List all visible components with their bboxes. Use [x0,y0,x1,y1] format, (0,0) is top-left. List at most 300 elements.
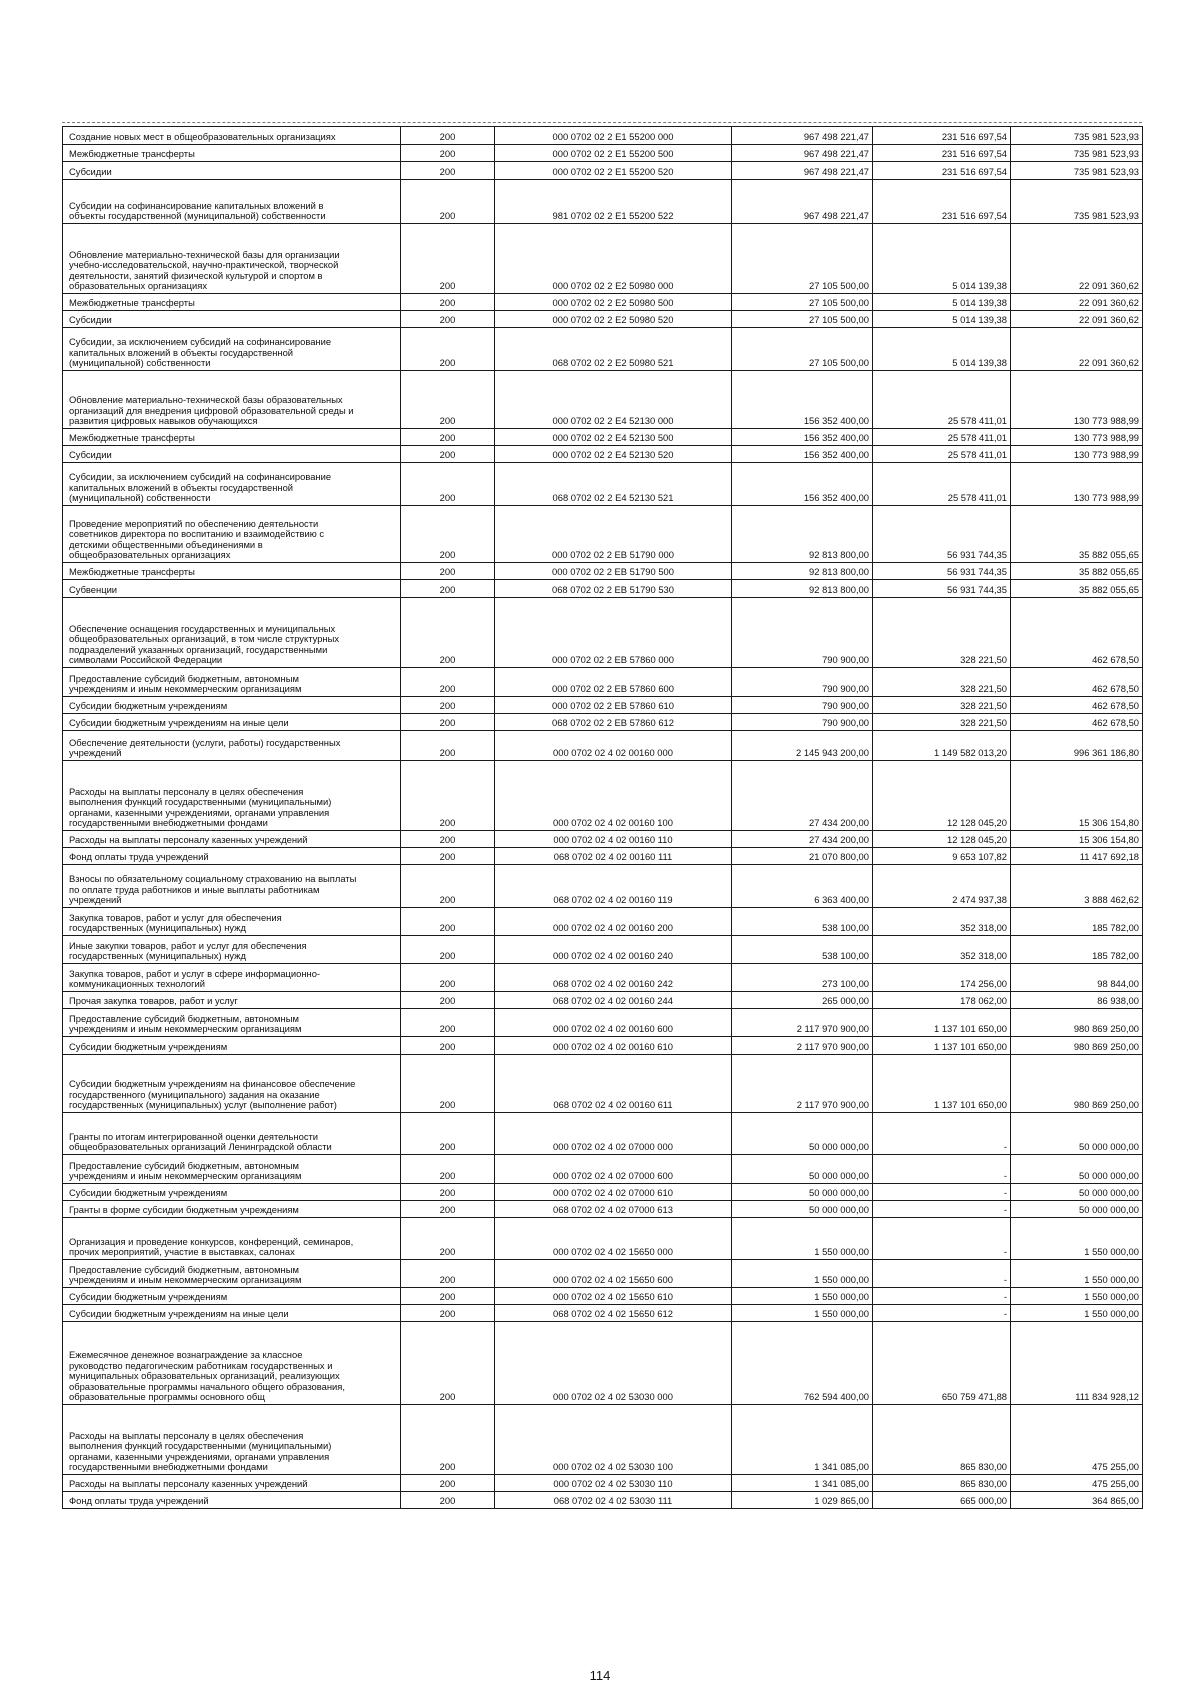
row-kbk-cell: 000 0702 02 2 E2 50980 520 [495,311,732,328]
row-name-cell: Межбюджетные трансферты [63,294,401,311]
row-kbk-cell: 000 0702 02 4 02 00160 610 [495,1037,732,1055]
table-row [63,1305,1143,1322]
table-row [63,1113,1143,1155]
table-row [63,371,1143,429]
row-code-cell: 200 [401,1475,495,1492]
row-approved-cell: 1 341 085,00 [732,1405,873,1475]
row-name-cell: Закупка товаров, работ и услуг для обеспечения государственных (муниципальных) нужд [63,908,401,936]
row-code-cell: 200 [401,964,495,992]
row-executed-cell: 5 014 139,38 [873,224,1011,294]
row-name-cell: Субсидии бюджетным учреждениям на финансовое обеспечение государственного (муниципального) задания на оказание государственных (муниципальных) услуг (выполнение работ) [63,1055,401,1113]
row-executed-cell: - [873,1218,1011,1260]
top-rule [62,122,1142,123]
row-name-cell: Ежемесячное денежное вознаграждение за классное руководство педагогическим работникам государственных и муниципальных образовательных организаций, реализующих образовательные программы начального общего образования, образовательные программы основного общ [63,1322,401,1405]
row-executed-cell: 352 318,00 [873,936,1011,964]
row-executed-cell: 231 516 697,54 [873,127,1011,145]
row-executed-cell: 5 014 139,38 [873,294,1011,311]
table-row [63,936,1143,964]
table-row [63,506,1143,563]
row-code-cell: 200 [401,714,495,731]
row-executed-cell: 25 578 411,01 [873,371,1011,429]
row-unexecuted-cell: 735 981 523,93 [1011,127,1143,145]
row-executed-cell: 56 931 744,35 [873,580,1011,598]
row-kbk-cell: 000 0702 02 2 EB 57860 610 [495,697,732,714]
row-unexecuted-cell: 15 306 154,80 [1011,761,1143,831]
row-code-cell: 200 [401,731,495,761]
row-name-cell: Гранты в форме субсидии бюджетным учреждениям [63,1201,401,1218]
row-kbk-cell: 000 0702 02 4 02 15650 000 [495,1218,732,1260]
row-approved-cell: 762 594 400,00 [732,1322,873,1405]
row-unexecuted-cell: 462 678,50 [1011,714,1143,731]
table-row [63,731,1143,761]
row-kbk-cell: 000 0702 02 4 02 15650 600 [495,1260,732,1288]
row-code-cell: 200 [401,1184,495,1201]
row-unexecuted-cell: 980 869 250,00 [1011,1037,1143,1055]
row-approved-cell: 967 498 221,47 [732,162,873,180]
row-kbk-cell: 000 0702 02 4 02 00160 240 [495,936,732,964]
row-kbk-cell: 000 0702 02 4 02 07000 600 [495,1155,732,1184]
row-name-cell: Субсидии бюджетным учреждениям на иные цели [63,714,401,731]
row-approved-cell: 27 105 500,00 [732,294,873,311]
row-approved-cell: 265 000,00 [732,992,873,1009]
row-code-cell: 200 [401,162,495,180]
row-name-cell: Гранты по итогам интегрированной оценки деятельности общеобразовательных организаций Ленинградской области [63,1113,401,1155]
row-unexecuted-cell: 996 361 186,80 [1011,731,1143,761]
table-row [63,580,1143,598]
row-executed-cell: 865 830,00 [873,1475,1011,1492]
row-code-cell: 200 [401,668,495,697]
row-unexecuted-cell: 35 882 055,65 [1011,563,1143,580]
row-name-cell: Обеспечение деятельности (услуги, работы) государственных учреждений [63,731,401,761]
row-name-cell: Субсидии бюджетным учреждениям [63,1037,401,1055]
row-code-cell: 200 [401,224,495,294]
row-name-cell: Фонд оплаты труда учреждений [63,848,401,865]
row-executed-cell: 56 931 744,35 [873,506,1011,563]
row-executed-cell: 5 014 139,38 [873,311,1011,328]
row-unexecuted-cell: 475 255,00 [1011,1475,1143,1492]
row-approved-cell: 1 550 000,00 [732,1288,873,1305]
row-name-cell: Предоставление субсидий бюджетным, автономным учреждениям и иным некоммерческим организациям [63,1260,401,1288]
row-name-cell: Проведение мероприятий по обеспечению деятельности советников директора по воспитанию и взаимодействию с детскими общественными объединениями в общеобразовательных организациях [63,506,401,563]
row-code-cell: 200 [401,1260,495,1288]
row-name-cell: Субсидии [63,311,401,328]
row-kbk-cell: 000 0702 02 2 EB 57860 000 [495,598,732,668]
row-kbk-cell: 000 0702 02 2 E1 55200 000 [495,127,732,145]
table-row [63,162,1143,180]
table-row [63,964,1143,992]
row-name-cell: Фонд оплаты труда учреждений [63,1492,401,1509]
row-kbk-cell: 000 0702 02 2 E4 52130 000 [495,371,732,429]
table-row [63,328,1143,371]
row-name-cell: Субсидии бюджетным учреждениям [63,1288,401,1305]
row-name-cell: Субсидии [63,446,401,463]
row-kbk-cell: 000 0702 02 2 E2 50980 000 [495,224,732,294]
row-code-cell: 200 [401,1009,495,1037]
row-executed-cell: 25 578 411,01 [873,463,1011,506]
table-row [63,1155,1143,1184]
row-code-cell: 200 [401,294,495,311]
row-code-cell: 200 [401,429,495,446]
table-row [63,1322,1143,1405]
row-kbk-cell: 000 0702 02 2 E2 50980 500 [495,294,732,311]
row-unexecuted-cell: 1 550 000,00 [1011,1218,1143,1260]
row-approved-cell: 273 100,00 [732,964,873,992]
row-kbk-cell: 000 0702 02 4 02 00160 200 [495,908,732,936]
row-unexecuted-cell: 185 782,00 [1011,936,1143,964]
row-approved-cell: 156 352 400,00 [732,463,873,506]
row-name-cell: Субсидии бюджетным учреждениям [63,697,401,714]
row-name-cell: Субсидии на софинансирование капитальных вложений в объекты государственной (муниципальной) собственности [63,180,401,224]
table-row [63,1218,1143,1260]
row-name-cell: Расходы на выплаты персоналу в целях обеспечения выполнения функций государственными (муниципальными) органами, казенными учреждениями, органами управления государственными внебюджетными фондами [63,1405,401,1475]
row-code-cell: 200 [401,180,495,224]
row-name-cell: Предоставление субсидий бюджетным, автономным учреждениям и иным некоммерческим организациям [63,668,401,697]
table-row [63,697,1143,714]
table-row [63,598,1143,668]
row-code-cell: 200 [401,1055,495,1113]
row-approved-cell: 92 813 800,00 [732,580,873,598]
row-executed-cell: - [873,1305,1011,1322]
row-name-cell: Организация и проведение конкурсов, конференций, семинаров, прочих мероприятий, участие в выставках, салонах [63,1218,401,1260]
table-row [63,294,1143,311]
row-unexecuted-cell: 50 000 000,00 [1011,1155,1143,1184]
row-code-cell: 200 [401,936,495,964]
row-kbk-cell: 000 0702 02 2 E4 52130 500 [495,429,732,446]
row-approved-cell: 156 352 400,00 [732,429,873,446]
row-unexecuted-cell: 50 000 000,00 [1011,1184,1143,1201]
row-unexecuted-cell: 185 782,00 [1011,908,1143,936]
row-executed-cell: 2 474 937,38 [873,865,1011,908]
row-kbk-cell: 981 0702 02 2 E1 55200 522 [495,180,732,224]
row-code-cell: 200 [401,328,495,371]
row-executed-cell: - [873,1184,1011,1201]
row-approved-cell: 27 434 200,00 [732,761,873,831]
row-code-cell: 200 [401,1113,495,1155]
table-row [63,224,1143,294]
row-executed-cell: - [873,1201,1011,1218]
row-name-cell: Создание новых мест в общеобразовательных организациях [63,127,401,145]
row-approved-cell: 790 900,00 [732,697,873,714]
row-approved-cell: 2 117 970 900,00 [732,1055,873,1113]
row-executed-cell: 328 221,50 [873,714,1011,731]
row-kbk-cell: 000 0702 02 4 02 00160 100 [495,761,732,831]
row-approved-cell: 92 813 800,00 [732,506,873,563]
row-code-cell: 200 [401,127,495,145]
row-executed-cell: 1 137 101 650,00 [873,1055,1011,1113]
table-row [63,1260,1143,1288]
row-approved-cell: 1 341 085,00 [732,1475,873,1492]
row-approved-cell: 2 117 970 900,00 [732,1009,873,1037]
row-executed-cell: 25 578 411,01 [873,429,1011,446]
row-code-cell: 200 [401,563,495,580]
row-unexecuted-cell: 475 255,00 [1011,1405,1143,1475]
row-approved-cell: 50 000 000,00 [732,1201,873,1218]
row-kbk-cell: 068 0702 02 4 02 53030 111 [495,1492,732,1509]
row-executed-cell: 665 000,00 [873,1492,1011,1509]
row-kbk-cell: 000 0702 02 4 02 07000 000 [495,1113,732,1155]
row-unexecuted-cell: 22 091 360,62 [1011,224,1143,294]
row-unexecuted-cell: 35 882 055,65 [1011,506,1143,563]
row-code-cell: 200 [401,1218,495,1260]
row-kbk-cell: 068 0702 02 4 02 00160 242 [495,964,732,992]
table-row [63,1288,1143,1305]
row-kbk-cell: 000 0702 02 2 E4 52130 520 [495,446,732,463]
row-unexecuted-cell: 130 773 988,99 [1011,429,1143,446]
row-unexecuted-cell: 98 844,00 [1011,964,1143,992]
row-executed-cell: 9 653 107,82 [873,848,1011,865]
row-code-cell: 200 [401,848,495,865]
table-row [63,446,1143,463]
row-code-cell: 200 [401,697,495,714]
row-code-cell: 200 [401,598,495,668]
row-code-cell: 200 [401,145,495,162]
row-name-cell: Обновление материально-технической базы для организации учебно-исследовательской, научно-практической, творческой деятельности, занятий физической культурой и спортом в образовательных организациях [63,224,401,294]
row-unexecuted-cell: 50 000 000,00 [1011,1201,1143,1218]
row-name-cell: Субсидии [63,162,401,180]
row-unexecuted-cell: 11 417 692,18 [1011,848,1143,865]
row-executed-cell: - [873,1155,1011,1184]
row-approved-cell: 967 498 221,47 [732,180,873,224]
row-unexecuted-cell: 111 834 928,12 [1011,1322,1143,1405]
row-kbk-cell: 000 0702 02 4 02 53030 110 [495,1475,732,1492]
row-approved-cell: 1 550 000,00 [732,1218,873,1260]
row-unexecuted-cell: 1 550 000,00 [1011,1305,1143,1322]
row-code-cell: 200 [401,1322,495,1405]
row-executed-cell: 328 221,50 [873,598,1011,668]
table-row [63,145,1143,162]
row-executed-cell: - [873,1260,1011,1288]
table-row [63,831,1143,848]
row-code-cell: 200 [401,506,495,563]
row-kbk-cell: 000 0702 02 4 02 00160 110 [495,831,732,848]
row-kbk-cell: 068 0702 02 2 EB 57860 612 [495,714,732,731]
row-code-cell: 200 [401,580,495,598]
row-kbk-cell: 068 0702 02 2 EB 51790 530 [495,580,732,598]
row-code-cell: 200 [401,1201,495,1218]
row-kbk-cell: 068 0702 02 4 02 00160 119 [495,865,732,908]
row-name-cell: Иные закупки товаров, работ и услуг для обеспечения государственных (муниципальных) нужд [63,936,401,964]
row-executed-cell: 5 014 139,38 [873,328,1011,371]
row-name-cell: Межбюджетные трансферты [63,429,401,446]
row-executed-cell: 865 830,00 [873,1405,1011,1475]
row-kbk-cell: 000 0702 02 2 E1 55200 500 [495,145,732,162]
row-executed-cell: 174 256,00 [873,964,1011,992]
row-kbk-cell: 068 0702 02 4 02 00160 244 [495,992,732,1009]
row-name-cell: Предоставление субсидий бюджетным, автономным учреждениям и иным некоммерческим организациям [63,1155,401,1184]
row-code-cell: 200 [401,761,495,831]
budget-execution-table [62,126,1143,1509]
row-approved-cell: 1 550 000,00 [732,1260,873,1288]
row-unexecuted-cell: 462 678,50 [1011,697,1143,714]
row-unexecuted-cell: 735 981 523,93 [1011,145,1143,162]
row-approved-cell: 50 000 000,00 [732,1184,873,1201]
row-approved-cell: 967 498 221,47 [732,127,873,145]
row-name-cell: Субсидии бюджетным учреждениям [63,1184,401,1201]
row-executed-cell: 231 516 697,54 [873,162,1011,180]
table-row [63,1184,1143,1201]
row-approved-cell: 27 105 500,00 [732,224,873,294]
row-executed-cell: 231 516 697,54 [873,145,1011,162]
row-executed-cell: 1 149 582 013,20 [873,731,1011,761]
row-kbk-cell: 000 0702 02 2 EB 51790 000 [495,506,732,563]
row-code-cell: 200 [401,908,495,936]
row-unexecuted-cell: 130 773 988,99 [1011,446,1143,463]
row-code-cell: 200 [401,371,495,429]
row-executed-cell: 352 318,00 [873,908,1011,936]
row-unexecuted-cell: 22 091 360,62 [1011,328,1143,371]
row-unexecuted-cell: 735 981 523,93 [1011,180,1143,224]
row-executed-cell: - [873,1113,1011,1155]
row-name-cell: Субсидии, за исключением субсидий на софинансирование капитальных вложений в объекты государственной (муниципальной) собственности [63,328,401,371]
row-unexecuted-cell: 980 869 250,00 [1011,1009,1143,1037]
row-unexecuted-cell: 735 981 523,93 [1011,162,1143,180]
table-row [63,463,1143,506]
table-row [63,180,1143,224]
row-approved-cell: 21 070 800,00 [732,848,873,865]
row-kbk-cell: 068 0702 02 2 E4 52130 521 [495,463,732,506]
row-kbk-cell: 068 0702 02 2 E2 50980 521 [495,328,732,371]
row-approved-cell: 790 900,00 [732,598,873,668]
row-unexecuted-cell: 1 550 000,00 [1011,1260,1143,1288]
row-executed-cell: 1 137 101 650,00 [873,1037,1011,1055]
row-kbk-cell: 000 0702 02 4 02 53030 000 [495,1322,732,1405]
row-unexecuted-cell: 86 938,00 [1011,992,1143,1009]
row-code-cell: 200 [401,1492,495,1509]
row-unexecuted-cell: 22 091 360,62 [1011,311,1143,328]
row-executed-cell: - [873,1288,1011,1305]
row-executed-cell: 328 221,50 [873,697,1011,714]
table-row [63,668,1143,697]
table-row [63,1037,1143,1055]
row-approved-cell: 50 000 000,00 [732,1155,873,1184]
table-row [63,311,1143,328]
row-executed-cell: 231 516 697,54 [873,180,1011,224]
row-name-cell: Субсидии бюджетным учреждениям на иные цели [63,1305,401,1322]
row-code-cell: 200 [401,865,495,908]
row-unexecuted-cell: 462 678,50 [1011,598,1143,668]
row-code-cell: 200 [401,1305,495,1322]
row-approved-cell: 27 105 500,00 [732,311,873,328]
row-executed-cell: 12 128 045,20 [873,761,1011,831]
row-executed-cell: 328 221,50 [873,668,1011,697]
row-unexecuted-cell: 130 773 988,99 [1011,371,1143,429]
row-kbk-cell: 068 0702 02 4 02 15650 612 [495,1305,732,1322]
table-row [63,1009,1143,1037]
table-row [63,1492,1143,1509]
row-approved-cell: 538 100,00 [732,936,873,964]
row-executed-cell: 25 578 411,01 [873,446,1011,463]
row-unexecuted-cell: 3 888 462,62 [1011,865,1143,908]
row-kbk-cell: 068 0702 02 4 02 07000 613 [495,1201,732,1218]
row-approved-cell: 2 117 970 900,00 [732,1037,873,1055]
row-unexecuted-cell: 22 091 360,62 [1011,294,1143,311]
row-approved-cell: 27 434 200,00 [732,831,873,848]
row-approved-cell: 27 105 500,00 [732,328,873,371]
row-approved-cell: 538 100,00 [732,908,873,936]
row-kbk-cell: 068 0702 02 4 02 00160 611 [495,1055,732,1113]
row-approved-cell: 1 550 000,00 [732,1305,873,1322]
row-unexecuted-cell: 50 000 000,00 [1011,1113,1143,1155]
row-code-cell: 200 [401,992,495,1009]
row-unexecuted-cell: 1 550 000,00 [1011,1288,1143,1305]
table-row [63,127,1143,145]
row-unexecuted-cell: 130 773 988,99 [1011,463,1143,506]
row-unexecuted-cell: 462 678,50 [1011,668,1143,697]
row-name-cell: Субвенции [63,580,401,598]
page-number: 114 [589,1668,611,1683]
row-approved-cell: 790 900,00 [732,668,873,697]
row-approved-cell: 967 498 221,47 [732,145,873,162]
row-unexecuted-cell: 364 865,00 [1011,1492,1143,1509]
row-name-cell: Межбюджетные трансферты [63,145,401,162]
row-kbk-cell: 000 0702 02 2 E1 55200 520 [495,162,732,180]
table-row [63,761,1143,831]
row-kbk-cell: 068 0702 02 4 02 00160 111 [495,848,732,865]
row-name-cell: Расходы на выплаты персоналу казенных учреждений [63,831,401,848]
row-unexecuted-cell: 35 882 055,65 [1011,580,1143,598]
row-approved-cell: 156 352 400,00 [732,446,873,463]
row-kbk-cell: 000 0702 02 2 EB 51790 500 [495,563,732,580]
row-code-cell: 200 [401,1155,495,1184]
row-code-cell: 200 [401,1405,495,1475]
row-approved-cell: 50 000 000,00 [732,1113,873,1155]
row-unexecuted-cell: 980 869 250,00 [1011,1055,1143,1113]
row-executed-cell: 178 062,00 [873,992,1011,1009]
table-row [63,1055,1143,1113]
row-kbk-cell: 000 0702 02 4 02 00160 600 [495,1009,732,1037]
row-code-cell: 200 [401,463,495,506]
table-row [63,848,1143,865]
table-row [63,992,1143,1009]
row-name-cell: Расходы на выплаты персоналу в целях обеспечения выполнения функций государственными (муниципальными) органами, казенными учреждениями, органами управления государственными внебюджетными фондами [63,761,401,831]
row-kbk-cell: 000 0702 02 2 EB 57860 600 [495,668,732,697]
row-kbk-cell: 000 0702 02 4 02 07000 610 [495,1184,732,1201]
row-code-cell: 200 [401,1288,495,1305]
table-row [63,563,1143,580]
row-executed-cell: 12 128 045,20 [873,831,1011,848]
row-code-cell: 200 [401,1037,495,1055]
row-name-cell: Прочая закупка товаров, работ и услуг [63,992,401,1009]
row-name-cell: Субсидии, за исключением субсидий на софинансирование капитальных вложений в объекты государственной (муниципальной) собственности [63,463,401,506]
row-approved-cell: 2 145 943 200,00 [732,731,873,761]
row-kbk-cell: 000 0702 02 4 02 15650 610 [495,1288,732,1305]
row-approved-cell: 92 813 800,00 [732,563,873,580]
table-row [63,714,1143,731]
row-approved-cell: 6 363 400,00 [732,865,873,908]
row-code-cell: 200 [401,831,495,848]
table-row [63,1405,1143,1475]
row-name-cell: Межбюджетные трансферты [63,563,401,580]
row-name-cell: Взносы по обязательному социальному страхованию на выплаты по оплате труда работников и иные выплаты работникам учреждений [63,865,401,908]
row-kbk-cell: 000 0702 02 4 02 00160 000 [495,731,732,761]
row-name-cell: Предоставление субсидий бюджетным, автономным учреждениям и иным некоммерческим организациям [63,1009,401,1037]
row-name-cell: Расходы на выплаты персоналу казенных учреждений [63,1475,401,1492]
row-executed-cell: 1 137 101 650,00 [873,1009,1011,1037]
row-kbk-cell: 000 0702 02 4 02 53030 100 [495,1405,732,1475]
row-approved-cell: 1 029 865,00 [732,1492,873,1509]
row-name-cell: Обеспечение оснащения государственных и муниципальных общеобразовательных организаций, в том числе структурных подразделений указанных организаций, государственными символами Российской Федерации [63,598,401,668]
row-name-cell: Обновление материально-технической базы образовательных организаций для внедрения цифровой образовательной среды и развития цифровых навыков обучающихся [63,371,401,429]
row-code-cell: 200 [401,311,495,328]
row-code-cell: 200 [401,446,495,463]
row-unexecuted-cell: 15 306 154,80 [1011,831,1143,848]
table-row [63,1475,1143,1492]
row-approved-cell: 156 352 400,00 [732,371,873,429]
row-name-cell: Закупка товаров, работ и услуг в сфере информационно- коммуникационных технологий [63,964,401,992]
row-executed-cell: 56 931 744,35 [873,563,1011,580]
table-row [63,865,1143,908]
table-row [63,908,1143,936]
